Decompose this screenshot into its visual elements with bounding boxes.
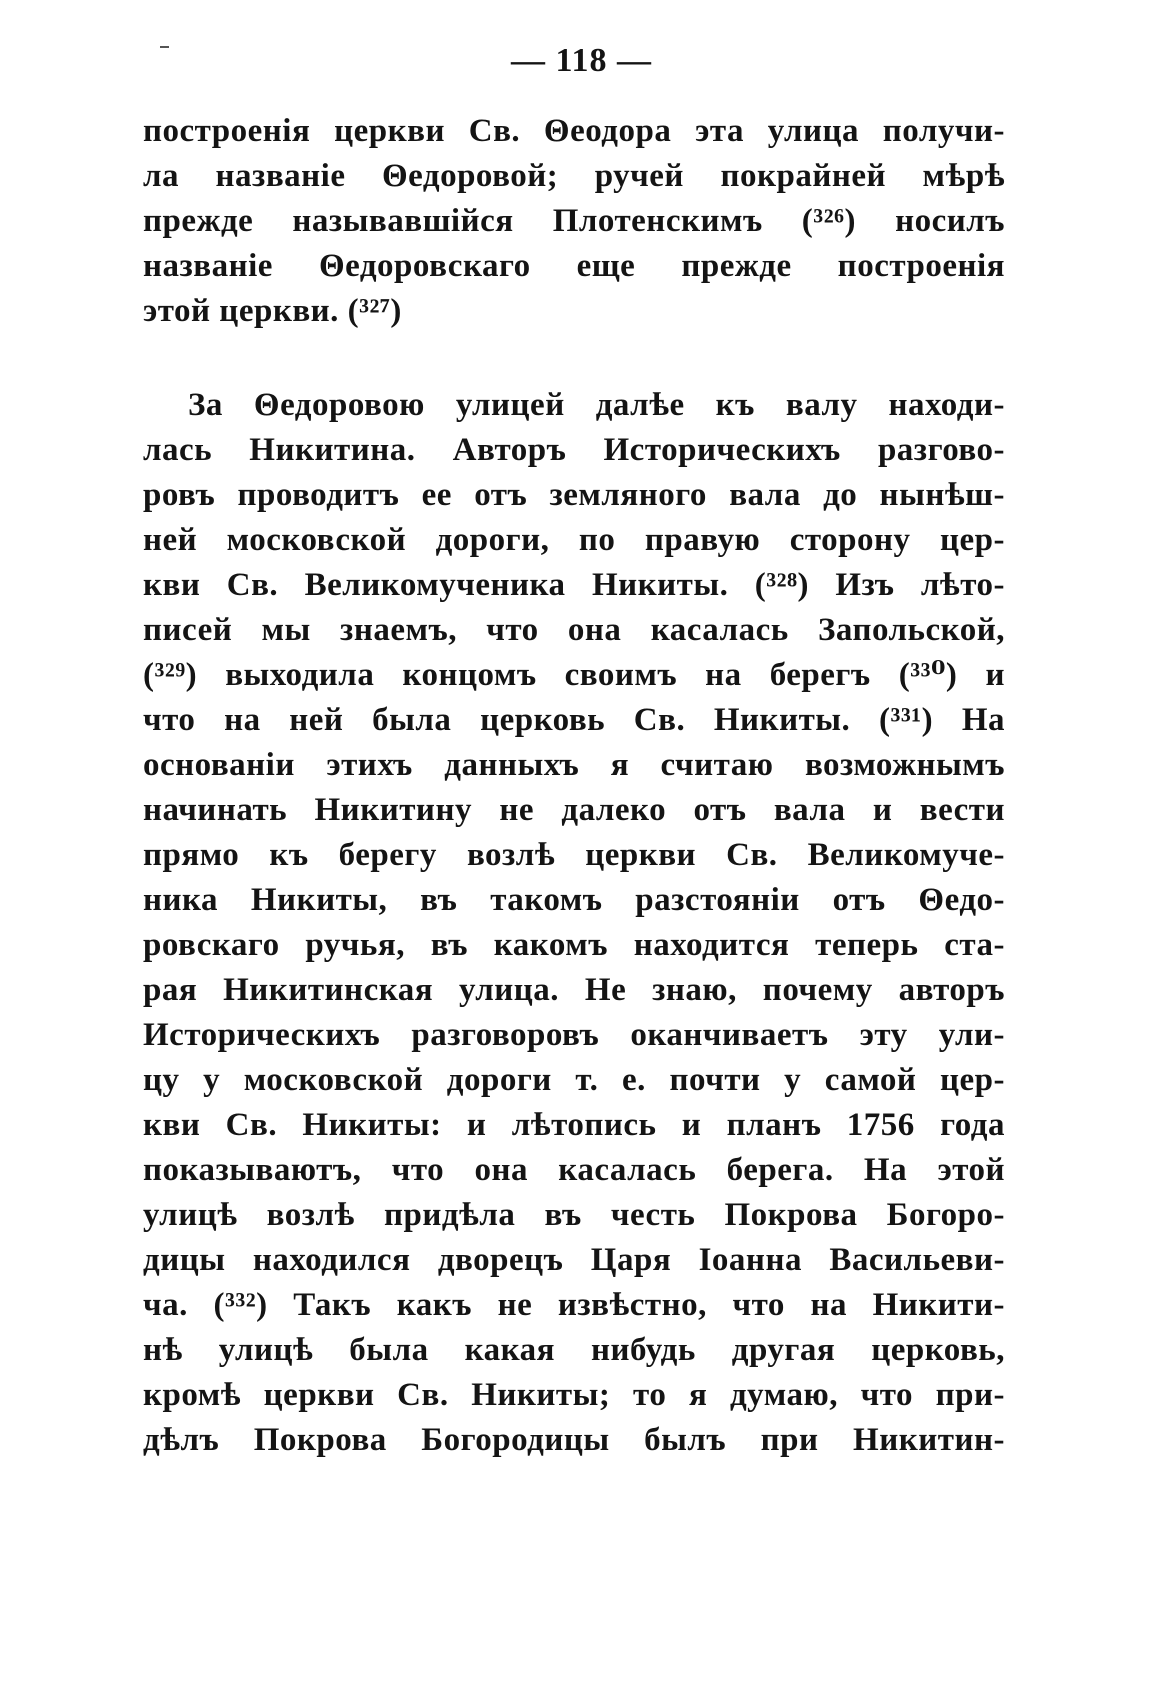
text-line: дѣлъ Покрова Богородицы былъ при Никитин- [143, 1422, 1005, 1458]
text-line: ней московской дороги, по правую сторону цер- [143, 522, 1005, 558]
text-line: показываютъ, что она касалась берега. На этой [143, 1152, 1005, 1188]
text-line: ча. (³³²) Такъ какъ не извѣстно, что на Никити- [143, 1287, 1005, 1323]
text-line: основаніи этихъ данныхъ я считаю возможнымъ [143, 747, 1005, 783]
text-line: ровскаго ручья, въ какомъ находится теперь ста- [143, 927, 1005, 963]
text-line: прямо къ берегу возлѣ церкви Св. Великомуче- [143, 837, 1005, 873]
text-line: лась Никитина. Авторъ Историческихъ разгово- [143, 432, 1005, 468]
text-line: кромѣ церкви Св. Никиты; то я думаю, что при- [143, 1377, 1005, 1413]
text-line: (³²⁹) выходила концомъ своимъ на берегъ (³³⁰) и [143, 657, 1005, 693]
text-line: построенія церкви Св. Θеодора эта улица получи- [143, 113, 1005, 149]
text-line: Историческихъ разговоровъ оканчиваетъ эту ули- [143, 1017, 1005, 1053]
text-line: улицѣ возлѣ придѣла въ честь Покрова Богоро- [143, 1197, 1005, 1233]
text-line: кви Св. Никиты: и лѣтопись и планъ 1756 года [143, 1107, 1005, 1143]
text-line: ника Никиты, въ такомъ разстояніи отъ Θедо- [143, 882, 1005, 918]
text-line: рая Никитинская улица. Не знаю, почему авторъ [143, 972, 1005, 1008]
text-line: ровъ проводитъ ее отъ земляного вала до нынѣш- [143, 477, 1005, 513]
text-line: нѣ улицѣ была какая нибудь другая церковь, [143, 1332, 1005, 1368]
text-line: начинать Никитину не далеко отъ вала и вести [143, 792, 1005, 828]
page-number: — 118 — [510, 42, 653, 79]
text-line: ла названіе Θедоровой; ручей покрайней мѣрѣ [143, 158, 1005, 194]
text-line: писей мы знаемъ, что она касалась Запольской, [143, 612, 1005, 648]
text-line: этой церкви. (³²⁷) [143, 293, 402, 329]
text-line: названіе Θедоровскаго еще прежде построенія [143, 248, 1005, 284]
text-line: кви Св. Великомученика Никиты. (³²⁸) Изъ лѣто- [143, 567, 1005, 603]
text-line: дицы находился дворецъ Царя Іоанна Васильеви- [143, 1242, 1005, 1278]
text-line: цу у московской дороги т. е. почти у самой цер- [143, 1062, 1005, 1098]
text-line: что на ней была церковь Св. Никиты. (³³¹) На [143, 702, 1005, 738]
text-line: прежде называвшійся Плотенскимъ (³²⁶) носилъ [143, 203, 1005, 239]
text-line: За Θедоровою улицей далѣе къ валу находи- [188, 387, 1005, 423]
